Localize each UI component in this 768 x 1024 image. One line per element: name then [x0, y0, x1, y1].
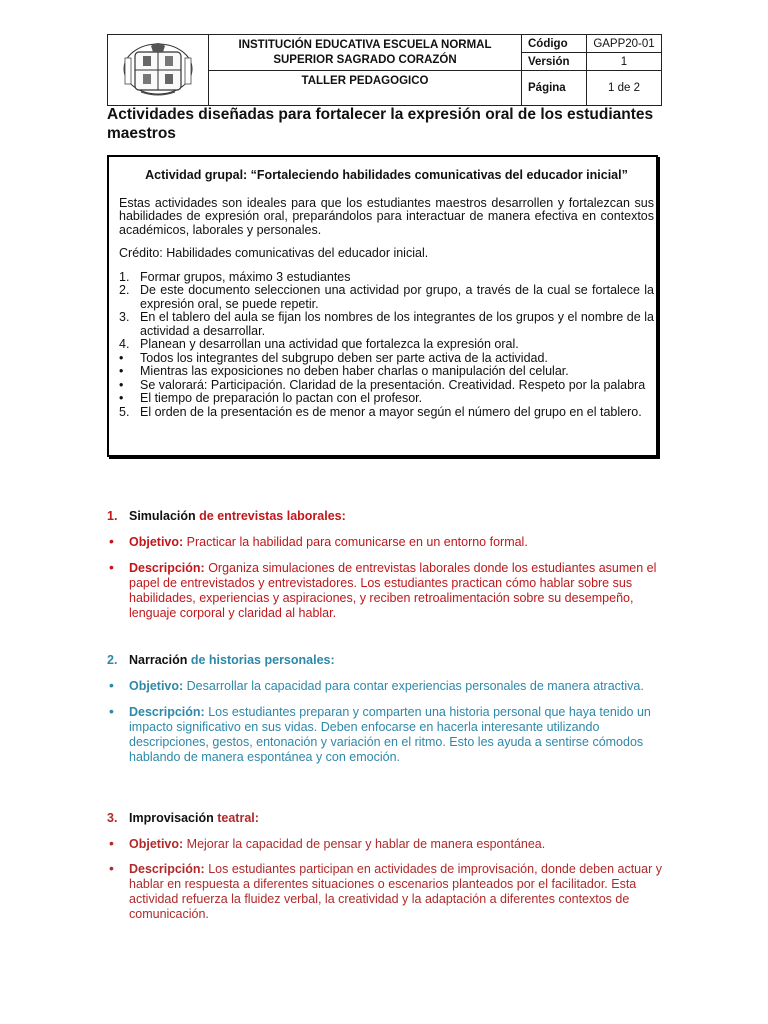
section-heading-lead: Improvisación: [129, 811, 214, 825]
list-marker: 2.: [119, 283, 130, 297]
list-item-text: El tiempo de preparación lo pactan con el profesor.: [140, 391, 423, 405]
list-marker: •: [119, 377, 124, 392]
document-header-table: [107, 34, 662, 106]
bullet-icon: •: [109, 677, 114, 693]
section-heading-rest: de historias personales:: [190, 653, 335, 667]
section-description: [107, 862, 667, 922]
list-marker: 1.: [119, 269, 130, 284]
list-item-text: El orden de la presentación es de menor a mayor según el número del grupo en el tablero.: [140, 404, 642, 419]
objective-label: Objetivo:: [129, 535, 184, 549]
list-item-text: Se valorará: Participación. Claridad de la presentación. Creatividad. Respeto por la palabra: [140, 377, 646, 392]
list-item-text: Planean y desarrollan una actividad que fortalezca la expresión oral.: [140, 337, 519, 351]
pagina-label: Página: [522, 71, 587, 106]
list-item: [119, 406, 654, 420]
activity-box-intro: Estas actividades son ideales para que los estudiantes maestros desarrollen y fortalezcan sus habilidades de expresión oral, preparándolos para interactuar de manera efectiva en contextos académicos, laborales y personales.: [119, 195, 654, 237]
list-item: [119, 284, 654, 311]
section-description: [107, 705, 667, 765]
school-crest-logo: [108, 35, 209, 106]
list-marker: •: [119, 350, 124, 365]
activity-instructions-list: [119, 271, 654, 420]
activity-box-title: Actividad grupal: “Fortaleciendo habilidades comunicativas del educador inicial”: [145, 168, 628, 182]
list-item: [119, 365, 654, 379]
section-description: [107, 561, 667, 621]
objective-text: Mejorar la capacidad de pensar y hablar de manera espontánea.: [186, 837, 546, 851]
section-heading: [107, 653, 667, 668]
list-item-text: Todos los integrantes del subgrupo deben ser parte activa de la actividad.: [140, 350, 548, 365]
institution-line-2: SUPERIOR SAGRADO CORAZÓN: [273, 53, 457, 66]
section-heading-rest: teatral:: [217, 811, 259, 825]
list-marker: •: [119, 364, 124, 378]
bullet-icon: •: [109, 703, 114, 719]
institution-line-1: INSTITUCIÓN EDUCATIVA ESCUELA NORMAL: [238, 38, 492, 51]
bullet-icon: •: [109, 860, 114, 876]
institution-name: [209, 35, 522, 71]
description-label: Descripción:: [129, 862, 205, 876]
objective-label: Objetivo:: [129, 679, 184, 693]
description-text: Los estudiantes participan en actividades de improvisación, donde deben actuar y hablar en respuesta a diferentes situaciones o escenarios planteados por el facilitador. Esta actividad refuerza la fluidez verbal, la creatividad y la adaptación a diferentes contextos de comunicación.: [129, 862, 662, 921]
list-item: [119, 379, 654, 393]
objective-text: Practicar la habilidad para comunicarse en un entorno formal.: [186, 535, 528, 549]
codigo-label: Código: [522, 35, 587, 53]
section-heading-lead: Narración: [129, 653, 188, 667]
section-objective: [107, 535, 667, 550]
activity-box: [107, 155, 658, 457]
section-objective: [107, 837, 667, 852]
list-item: [119, 338, 654, 352]
description-label: Descripción:: [129, 561, 205, 575]
version-value: 1: [587, 53, 662, 71]
section-number: 1.: [107, 509, 118, 523]
list-item-text: Mientras las exposiciones no deben haber charlas o manipulación del celular.: [140, 364, 569, 378]
version-label: Versión: [522, 53, 587, 71]
objective-label: Objetivo:: [129, 837, 184, 851]
bullet-icon: •: [109, 835, 114, 851]
list-item: [119, 271, 654, 285]
section-heading-rest: de entrevistas laborales:: [199, 509, 346, 523]
bullet-icon: •: [109, 533, 114, 549]
activity-section-2: [107, 653, 667, 765]
list-marker: 5.: [119, 404, 130, 419]
section-number: 2.: [107, 653, 118, 667]
list-marker: 4.: [119, 337, 130, 351]
section-number: 3.: [107, 811, 118, 825]
list-marker: 3.: [119, 310, 130, 324]
description-text: Los estudiantes preparan y comparten una historia personal que haya tenido un impacto significativo en sus vidas. Deben enfocarse en hacerla interesante utilizando descripciones, gestos, entonación y variación en el ritmo. Esto les ayuda a sentirse cómodos hablando de manera espontánea y con emoción.: [129, 705, 651, 764]
bullet-icon: •: [109, 559, 114, 575]
document-subtitle: TALLER PEDAGOGICO: [209, 71, 522, 106]
list-item: [119, 311, 654, 338]
codigo-value: GAPP20-01: [587, 35, 662, 53]
section-objective: [107, 679, 667, 694]
list-item-text: De este documento seleccionen una actividad por grupo, a través de la cual se fortalece la expresión oral, se puede repetir.: [140, 283, 654, 311]
list-item: [119, 352, 654, 366]
description-text: Organiza simulaciones de entrevistas laborales donde los estudiantes asumen el papel de entrevistados y entrevistadores. Los estudiantes practican cómo hablar sobre sus habilidades, experiencias y aspiraciones, y reciben retroalimentación sobre su desempeño, lenguaje corporal y claridad al hablar.: [129, 561, 657, 620]
section-heading-lead: Simulación: [129, 509, 196, 523]
list-item-text: Formar grupos, máximo 3 estudiantes: [140, 269, 351, 284]
pagina-value: 1 de 2: [587, 71, 662, 106]
activity-section-1: [107, 509, 667, 621]
list-marker: •: [119, 391, 124, 405]
section-heading: [107, 811, 667, 826]
list-item-text: En el tablero del aula se fijan los nombres de los integrantes de los grupos y el nombre de la actividad a desarrollar.: [140, 310, 654, 338]
description-label: Descripción:: [129, 705, 205, 719]
list-item: [119, 392, 654, 406]
section-heading: [107, 509, 667, 524]
activity-section-3: [107, 811, 667, 922]
objective-text: Desarrollar la capacidad para contar experiencias personales de manera atractiva.: [186, 679, 644, 693]
activity-box-credit: Crédito: Habilidades comunicativas del educador inicial.: [119, 246, 429, 260]
document-title: Actividades diseñadas para fortalecer la expresión oral de los estudiantes maestros: [107, 106, 654, 142]
